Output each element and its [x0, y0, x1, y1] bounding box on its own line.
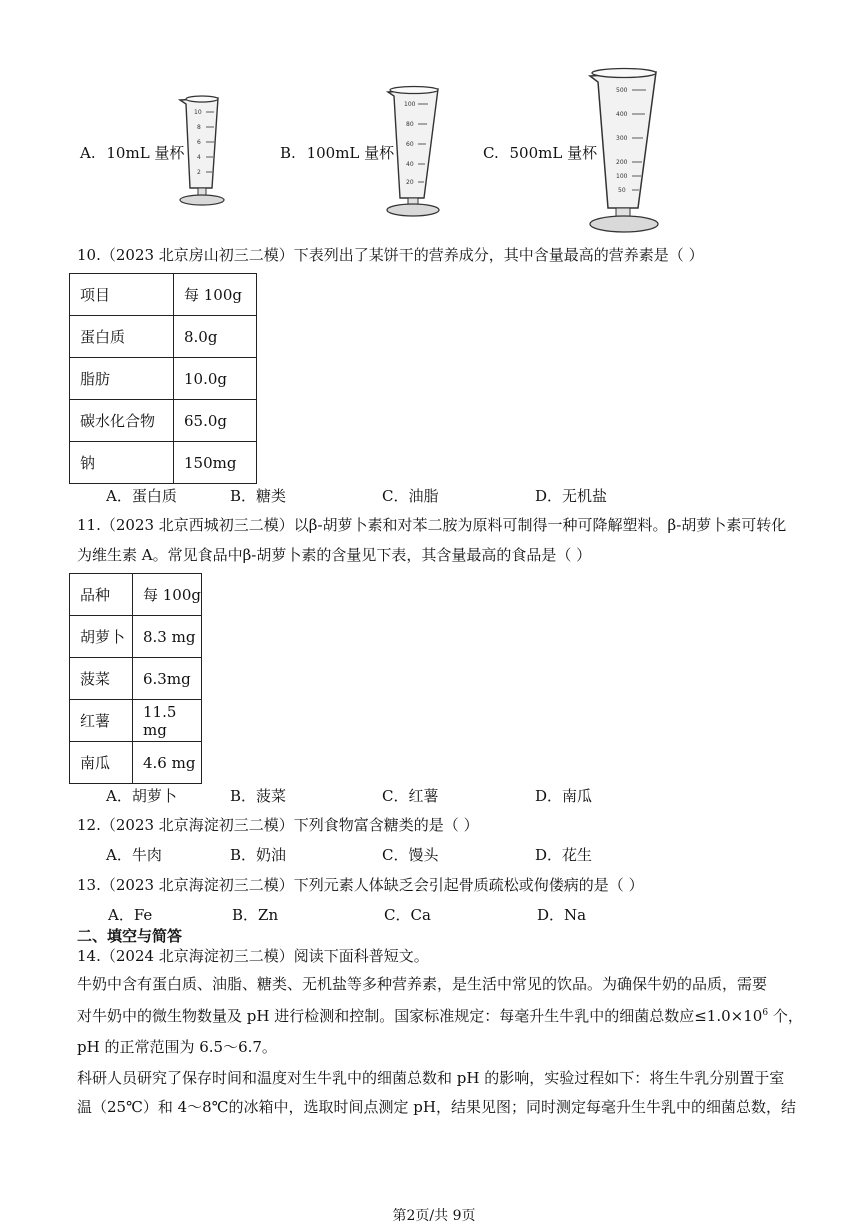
tick-label: 40 — [406, 161, 414, 168]
option-text: 10mL 量杯 — [106, 144, 185, 162]
tick-label: 300 — [616, 135, 628, 142]
table-row — [70, 442, 257, 484]
q11-option-c[interactable]: C．红薯 — [382, 787, 439, 805]
q13-option-b[interactable]: B．Zn — [232, 906, 279, 924]
q12-option-d[interactable]: D．花生 — [535, 846, 593, 864]
table-row — [70, 316, 257, 358]
q13-option-c[interactable]: C．Ca — [384, 906, 431, 924]
q14-paragraph-1-line-3: pH 的正常范围为 6.5～6.7。 — [77, 1038, 277, 1056]
tick-label: 20 — [406, 179, 414, 186]
q13-option-d[interactable]: D．Na — [537, 906, 587, 924]
table-row — [70, 616, 202, 658]
tick-label: 400 — [616, 111, 628, 118]
table-cell: 项目 — [70, 274, 174, 316]
table-cell: 蛋白质 — [70, 316, 174, 358]
table-cell: 菠菜 — [70, 658, 133, 700]
q11-option-b[interactable]: B．菠菜 — [230, 787, 287, 805]
table-cell: 65.0g — [174, 400, 257, 442]
tick-label: 10 — [194, 109, 202, 116]
q12-option-a[interactable]: A．牛肉 — [106, 846, 162, 864]
table-cell: 品种 — [70, 574, 133, 616]
tick-label: 500 — [616, 87, 628, 94]
q11-option-d[interactable]: D．南瓜 — [535, 787, 593, 805]
q10-nutrition-table — [69, 273, 257, 484]
option-text: 100mL 量杯 — [306, 144, 395, 162]
option-letter: C. — [483, 144, 499, 162]
q14-stem: 14.（2024 北京海淀初三二模）阅读下面科普短文。 — [77, 947, 429, 965]
tick-label: 4 — [197, 154, 201, 161]
table-row — [70, 400, 257, 442]
option-c-cylinder — [483, 142, 597, 163]
q14-paragraph-2-line-2: 温（25℃）和 4～8℃的冰箱中，选取时间点测定 pH，结果见图；同时测定每毫升生牛乳中的细菌总数，结 — [77, 1098, 796, 1116]
table-cell: 每 100g — [133, 574, 202, 616]
table-row — [70, 658, 202, 700]
tick-label: 100 — [616, 173, 628, 180]
option-b-cylinder — [280, 142, 394, 163]
table-cell: 11.5 mg — [133, 700, 202, 742]
table-cell: 150mg — [174, 442, 257, 484]
table-cell: 南瓜 — [70, 742, 133, 784]
option-letter: B. — [280, 144, 296, 162]
q12-option-b[interactable]: B．奶油 — [230, 846, 287, 864]
table-cell: 钠 — [70, 442, 174, 484]
section-heading: 二、填空与简答 — [77, 927, 183, 945]
table-cell: 6.3mg — [133, 658, 202, 700]
tick-label: 100 — [404, 101, 416, 108]
tick-label: 200 — [616, 159, 628, 166]
q13-stem: 13.（2023 北京海淀初三二模）下列元素人体缺乏会引起骨质疏松或佝偻病的是（ ） — [77, 876, 644, 894]
q10-option-c[interactable]: C．油脂 — [382, 487, 439, 505]
tick-label: 6 — [197, 139, 201, 146]
cylinder-500ml-illustration — [586, 66, 666, 238]
q11-option-a[interactable]: A．胡萝卜 — [106, 787, 177, 805]
option-a-cylinder — [80, 142, 184, 163]
q14-paragraph-1-line-1: 牛奶中含有蛋白质、油脂、糖类、无机盐等多种营养素，是生活中常见的饮品。为确保牛奶的品质，需要 — [77, 975, 768, 993]
q11-stem-line2: 为维生素 A。常见食品中β-胡萝卜素的含量见下表，其含量最高的食品是（ ） — [77, 546, 592, 564]
table-cell: 脂肪 — [70, 358, 174, 400]
option-letter: A. — [80, 144, 96, 162]
table-row — [70, 742, 202, 784]
q14-paragraph-1-line-2 — [77, 1005, 803, 1026]
tick-label: 50 — [618, 187, 626, 194]
tick-label: 80 — [406, 121, 414, 128]
q14-paragraph-2-line-1: 科研人员研究了保存时间和温度对生牛乳中的细菌总数和 pH 的影响，实验过程如下：将生牛乳分别置于室 — [77, 1069, 785, 1087]
page-footer: 第2页/共 9页 — [392, 1208, 476, 1224]
table-cell: 红薯 — [70, 700, 133, 742]
table-cell: 胡萝卜 — [70, 616, 133, 658]
q10-option-d[interactable]: D．无机盐 — [535, 487, 608, 505]
q10-option-b[interactable]: B．糖类 — [230, 487, 287, 505]
tick-label: 8 — [197, 124, 201, 131]
cylinder-10ml-illustration — [176, 92, 232, 208]
q12-stem: 12.（2023 北京海淀初三二模）下列食物富含糖类的是（ ） — [77, 816, 479, 834]
table-cell: 每 100g — [174, 274, 257, 316]
tick-label: 60 — [406, 141, 414, 148]
cylinder-100ml-illustration — [384, 84, 444, 220]
q10-stem: 10.（2023 北京房山初三二模）下表列出了某饼干的营养成分，其中含量最高的营养素是（ ） — [77, 246, 704, 264]
q13-option-a[interactable]: A．Fe — [108, 906, 153, 924]
paragraph-text: 个， — [768, 1007, 803, 1025]
table-row — [70, 358, 257, 400]
paragraph-text: 对牛奶中的微生物数量及 pH 进行检测和控制。国家标准规定：每毫升生牛乳中的细菌总数应≤1.0×10 — [77, 1007, 763, 1025]
table-cell: 8.0g — [174, 316, 257, 358]
option-text: 500mL 量杯 — [509, 144, 598, 162]
table-cell: 8.3 mg — [133, 616, 202, 658]
table-row — [70, 700, 202, 742]
table-cell: 碳水化合物 — [70, 400, 174, 442]
q12-option-c[interactable]: C．馒头 — [382, 846, 439, 864]
table-row — [70, 574, 202, 616]
exponent: 6 — [762, 1008, 769, 1018]
table-row — [70, 274, 257, 316]
tick-label: 2 — [197, 169, 201, 176]
q10-option-a[interactable]: A．蛋白质 — [106, 487, 177, 505]
q11-carotene-table — [69, 573, 202, 784]
table-cell: 4.6 mg — [133, 742, 202, 784]
table-cell: 10.0g — [174, 358, 257, 400]
q11-stem-line1: 11.（2023 北京西城初三二模）以β-胡萝卜素和对苯二胺为原料可制得一种可降解塑料。β-胡萝卜素可转化 — [77, 516, 787, 534]
